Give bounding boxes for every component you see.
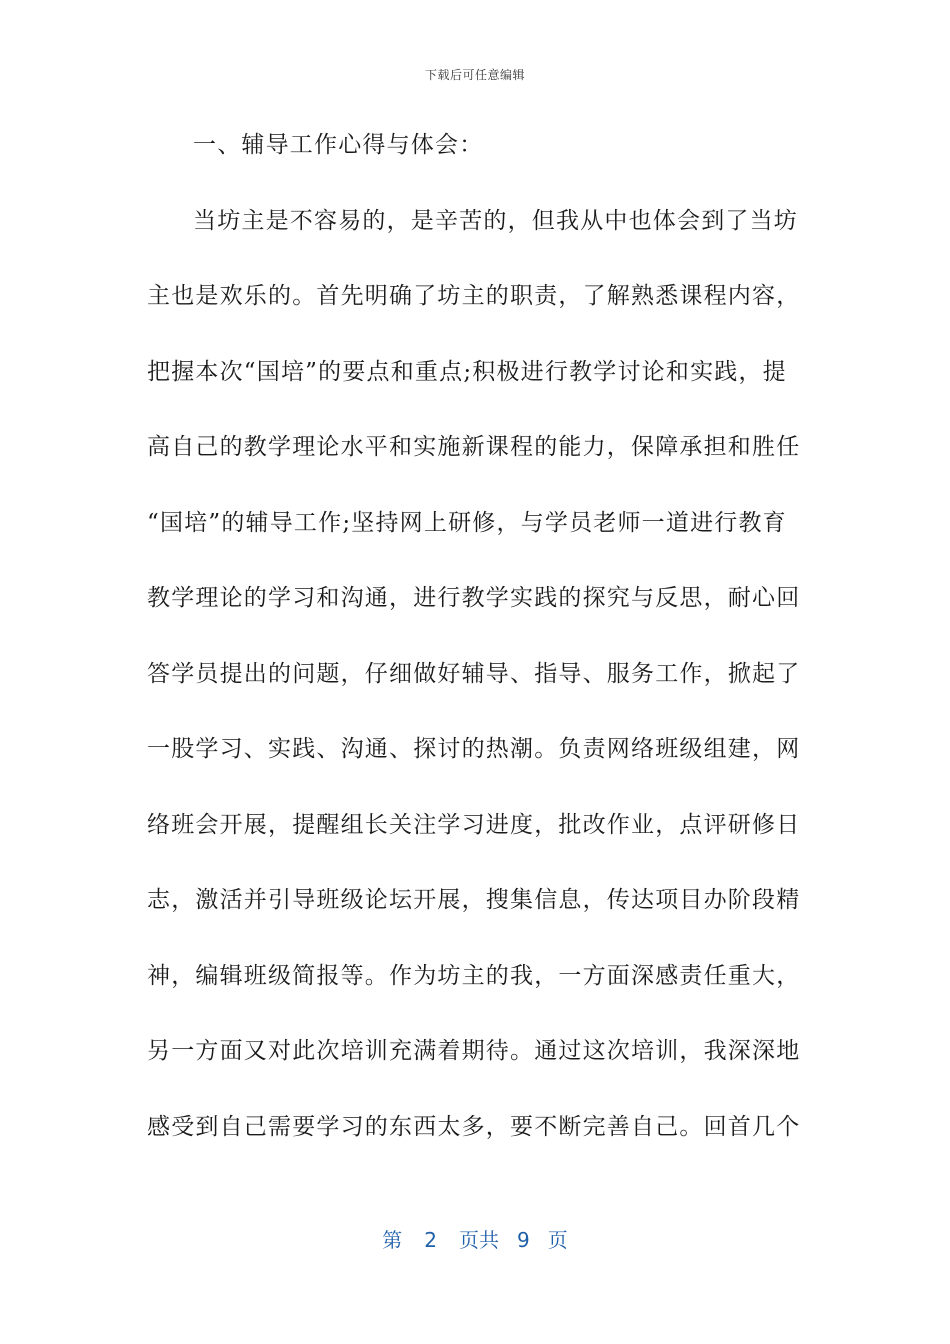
- paragraph-line: 答学员提出的问题，仔细做好辅导、指导、服务工作，掀起了: [147, 660, 801, 687]
- footer-total-pages: 9: [517, 1228, 530, 1252]
- paragraph-line: 把握本次“国培”的要点和重点;积极进行教学讨论和实践，提: [147, 358, 787, 385]
- paragraph-line: 高自己的教学理论水平和实施新课程的能力，保障承担和胜任: [147, 434, 801, 460]
- paragraph-line: 另一方面又对此次培训充满着期待。通过这次培训，我深深地: [147, 1038, 801, 1064]
- document-body: [147, 108, 807, 1165]
- paragraph-line: 教学理论的学习和沟通，进行教学实践的探究与反思，耐心回: [147, 585, 801, 611]
- paragraph-line: 一股学习、实践、沟通、探讨的热潮。负责网络班级组建，网: [147, 736, 801, 762]
- paragraph-line: “国培”的辅导工作;坚持网上研修，与学员老师一道进行教育: [147, 509, 787, 536]
- paragraph-line: 当坊主是不容易的，是辛苦的，但我从中也体会到了当坊: [193, 207, 798, 234]
- paragraph-line: 神，编辑班级简报等。作为坊主的我，一方面深感责任重大，: [147, 962, 801, 989]
- paragraph-line: 络班会开展，提醒组长关注学习进度，批改作业，点评研修日: [147, 811, 801, 838]
- page-footer: [0, 1224, 950, 1253]
- footer-current-page: 2: [424, 1228, 437, 1252]
- footer-label-page: 第: [382, 1228, 403, 1252]
- paragraph-line: 志，激活并引导班级论坛开展，搜集信息，传达项目办阶段精: [147, 887, 801, 913]
- footer-label-of: 页共: [459, 1228, 499, 1252]
- section-heading: 一、辅导工作心得与体会：: [193, 132, 484, 158]
- paragraph-line: 感受到自己需要学习的东西太多，要不断完善自己。回首几个: [147, 1113, 801, 1140]
- header-note: 下载后可任意编辑: [424, 68, 525, 82]
- paragraph-line: 主也是欢乐的。首先明确了坊主的职责，了解熟悉课程内容，: [147, 283, 801, 309]
- footer-label-end: 页: [547, 1228, 568, 1252]
